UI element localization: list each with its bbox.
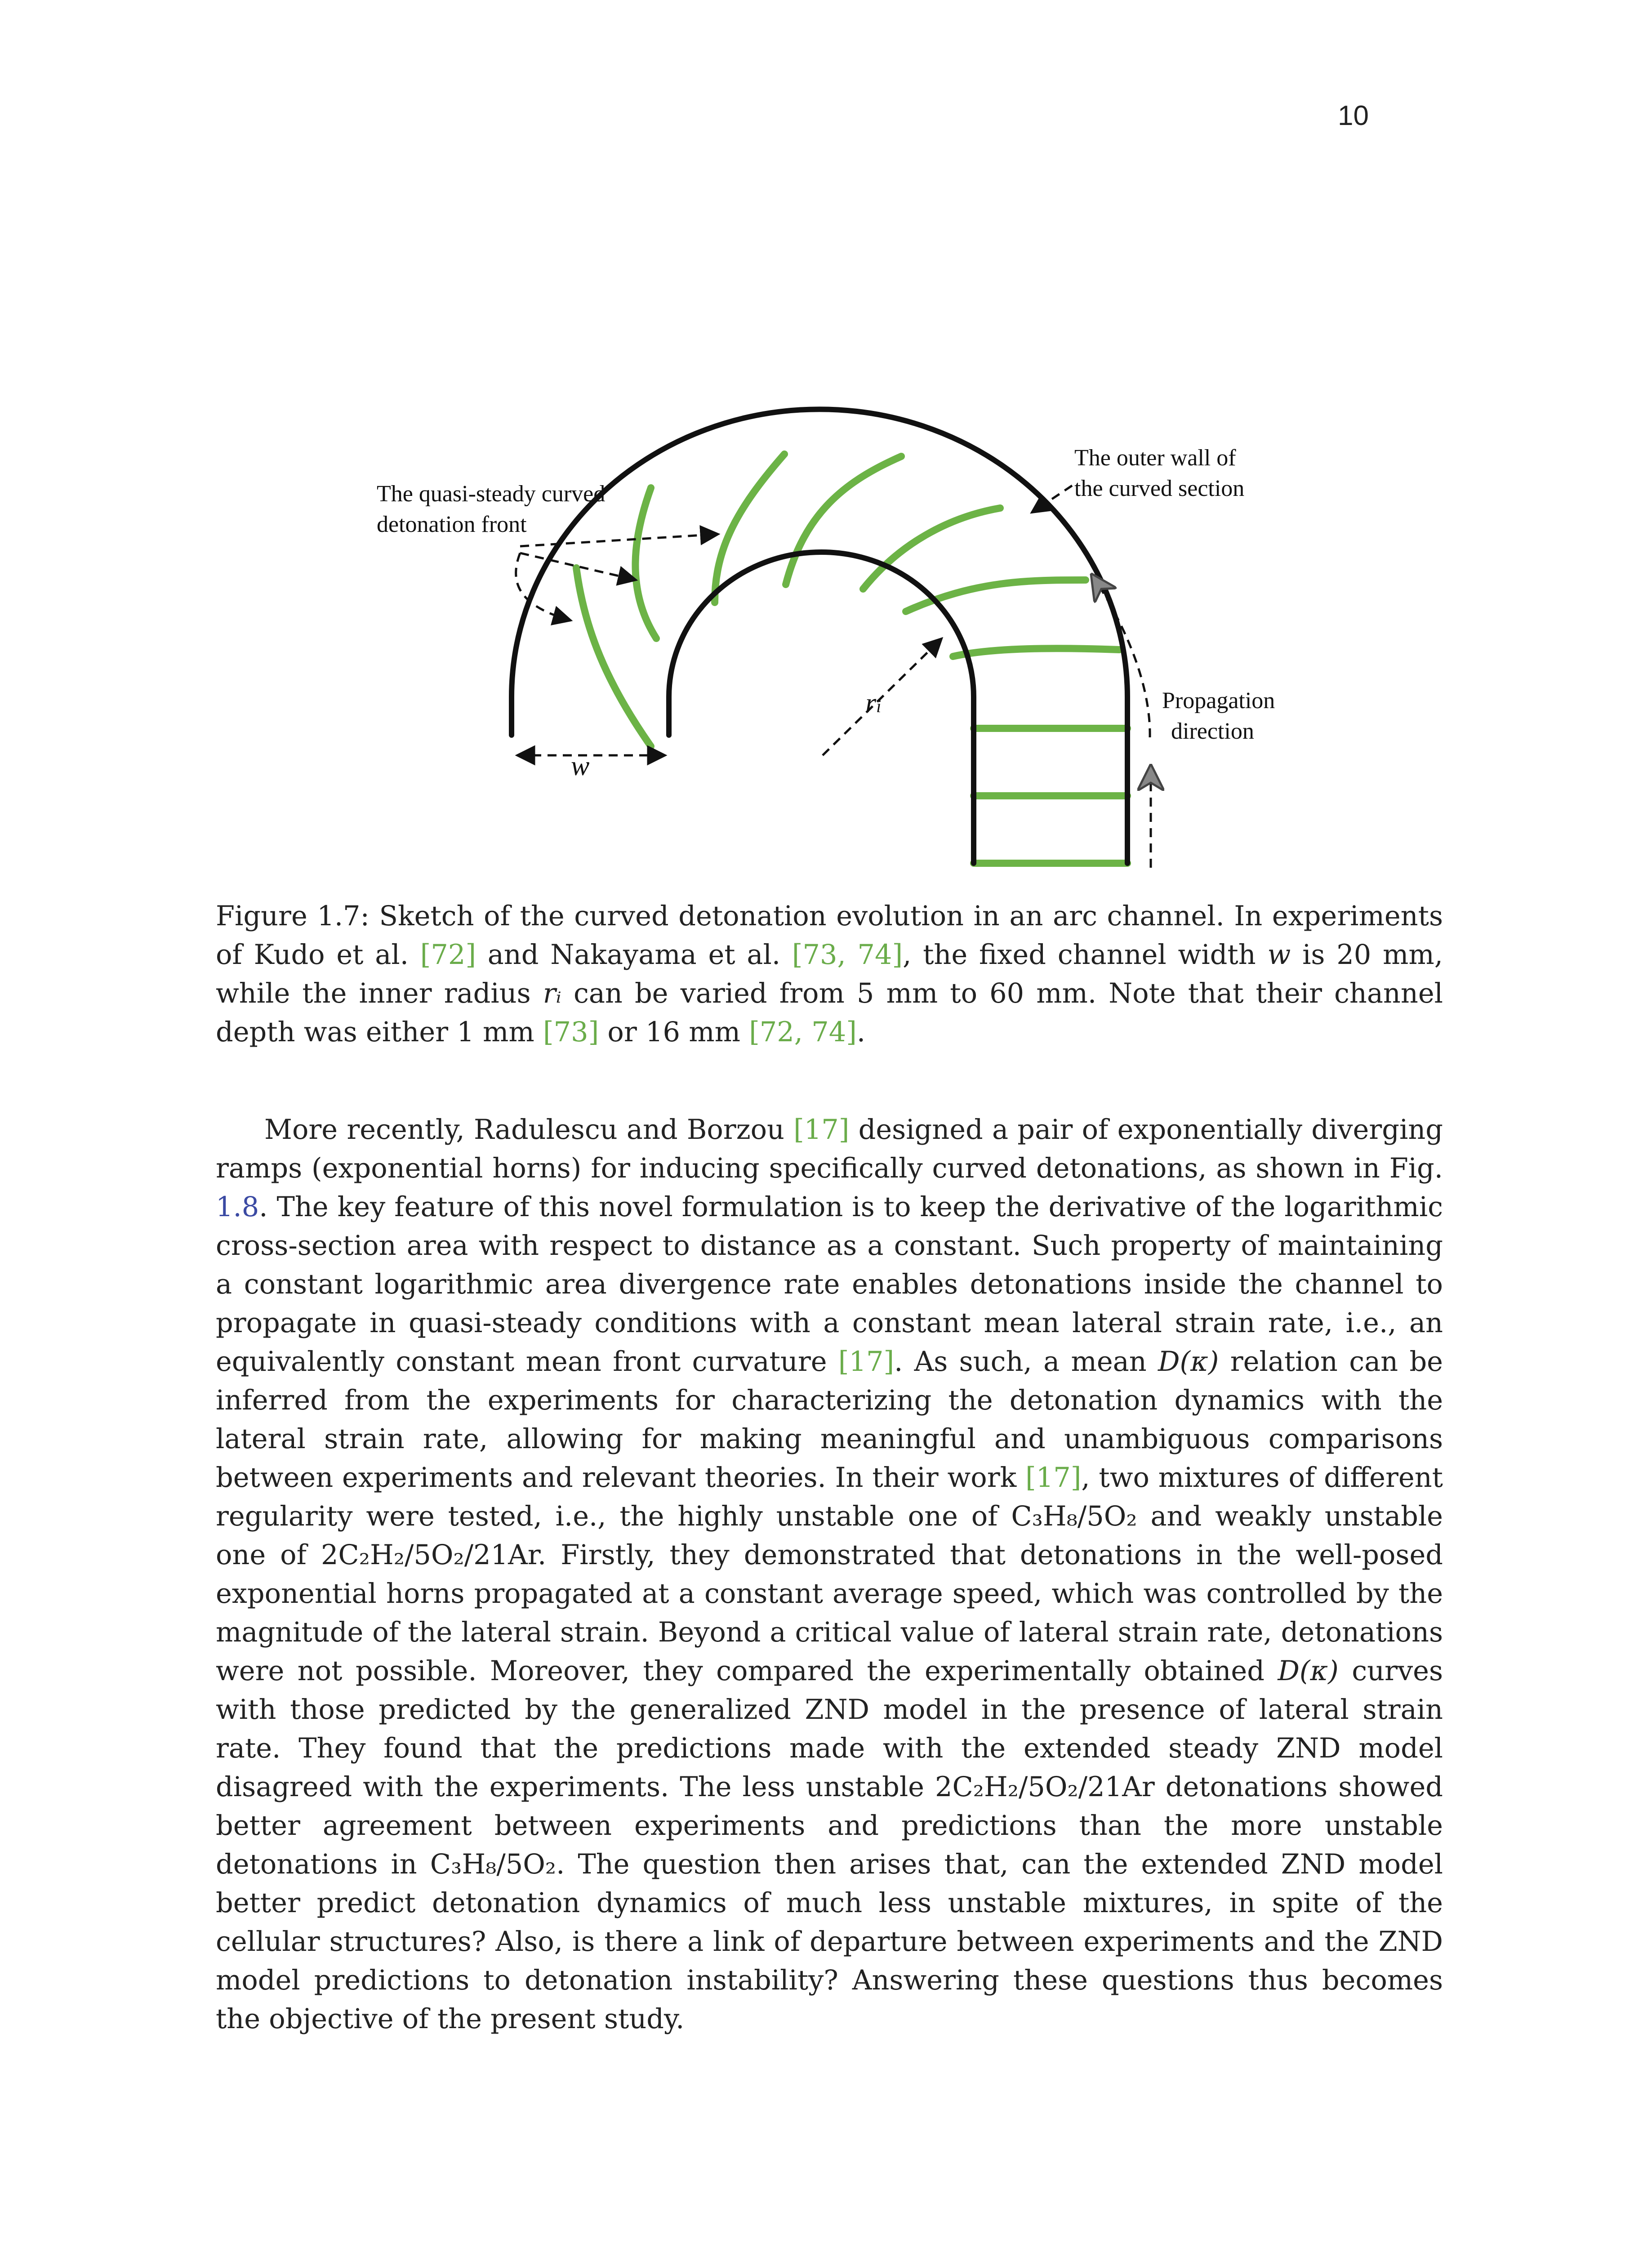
body-text: . As such, a mean	[894, 1346, 1158, 1378]
body-text: More recently, Radulescu and Borzou	[264, 1114, 794, 1146]
body-text: relation can be inferred from the experiments for characterizing the detonation dynamics with the lateral strain rate, allowing for making meaningful and unambiguous comparisons between experiments and relevant theories. In their work	[216, 1346, 1443, 1494]
body-citation[interactable]: [17]	[838, 1346, 895, 1378]
figure-caption	[216, 897, 1443, 1052]
label-propagation-line-1: Propagation	[1162, 688, 1275, 714]
label-detonation-front	[377, 479, 605, 540]
propagation-arc-arrow	[1092, 575, 1150, 737]
caption-citation[interactable]: [73, 74]	[792, 939, 903, 971]
body-text: curves with those predicted by the generalized ZND model in the presence of lateral strain rate. They found that the predictions made with the extended steady ZND model disagreed with the experiments. The less unstable 2C₂H₂/5O₂/21Ar detonations showed better agreement between experiments and predictions than the more unstable detonations in C₃H₈/5O₂. The question then arises that, can the extended ZND model better predict detonation dynamics of much less unstable mixtures, in spite of the cellular structures? Also, is there a link of departure between experiments and the ZND model predictions to detonation instability? Answering these questions thus becomes the objective of the present study.	[216, 1655, 1443, 2035]
label-radius-r	[865, 688, 881, 722]
body-text: designed a pair of exponentially diverging ramps (exponential horns) for inducing specifically curved detonations, as shown in Fig.	[216, 1114, 1443, 1184]
body-math-symbol: D(κ)	[1278, 1655, 1339, 1687]
caption-text: can be varied from 5 mm to 60 mm. Note that their channel depth was either 1 mm	[216, 978, 1443, 1048]
front-line-3	[715, 454, 784, 602]
figure-curved-channel	[355, 432, 1299, 881]
caption-citation[interactable]: [72]	[420, 939, 476, 971]
front-line-7	[953, 648, 1119, 656]
page-number: 10	[1338, 100, 1369, 131]
label-outer-wall-line-1: The outer wall of	[1074, 445, 1236, 471]
caption-paragraph	[216, 897, 1443, 1052]
caption-text: and Nakayama et al.	[476, 939, 792, 971]
body-math-symbol: D(κ)	[1158, 1346, 1219, 1378]
caption-citation[interactable]: [73]	[543, 1017, 599, 1048]
caption-citation[interactable]: [72, 74]	[749, 1017, 857, 1048]
caption-text: or 16 mm	[599, 1017, 749, 1048]
body-figure-reference[interactable]: 1.8	[216, 1191, 259, 1223]
caption-body	[216, 901, 1443, 1048]
label-detonation-front-line-1: The quasi-steady curved	[377, 481, 606, 507]
front-line-5	[863, 508, 1000, 589]
body-citation[interactable]: [17]	[1025, 1462, 1082, 1494]
caption-text: .	[856, 1017, 866, 1048]
caption-text: , the fixed channel width	[903, 939, 1268, 971]
label-detonation-front-line-2: detonation front	[377, 512, 527, 537]
body-paragraph	[216, 1111, 1443, 2038]
label-outer-wall	[1074, 443, 1244, 504]
detonation-fronts	[576, 454, 1127, 863]
body-citation[interactable]: [17]	[793, 1114, 850, 1146]
label-outer-wall-line-2: the curved section	[1074, 476, 1245, 501]
label-radius-symbol: r	[865, 688, 877, 718]
body-text	[216, 1111, 1443, 2038]
body-text: . The key feature of this novel formulation is to keep the derivative of the logarithmic cross-section area with respect to distance as a constant. Such property of maintaining a constant logarithmic area divergence rate enables detonations inside the channel to propagate in quasi-steady conditions with a constant mean lateral strain rate, i.e., an equivalently constant mean front curvature	[216, 1191, 1443, 1378]
caption-math-symbol: w	[1267, 939, 1291, 971]
radius-arrow	[823, 638, 942, 755]
caption-text: is 20 mm, while the inner radius	[216, 939, 1443, 1009]
label-propagation-direction	[1162, 686, 1275, 747]
front-line-2	[635, 488, 656, 638]
label-propagation-line-2: direction	[1171, 718, 1254, 744]
body-text: , two mixtures of different regularity were tested, i.e., the highly unstable one of C₃H₈/5O₂ and weakly unstable one of 2C₂H₂/5O₂/21Ar. Firstly, they demonstrated that detonations in the well-posed exponential horns propagated at a constant average speed, which was controlled by the magnitude of the lateral strain. Beyond a critical value of lateral strain rate, detonations were not possible. Moreover, they compared the experimentally obtained	[216, 1462, 1443, 1687]
caption-label: Figure 1.7:	[216, 901, 370, 932]
label-width-w: w	[571, 751, 590, 781]
caption-text: Sketch of the curved detonation evolution in an arc channel. In experiments of Kudo et al.	[216, 901, 1443, 971]
caption-math-symbol: rᵢ	[543, 978, 561, 1009]
label-radius-subscript: i	[876, 696, 882, 716]
